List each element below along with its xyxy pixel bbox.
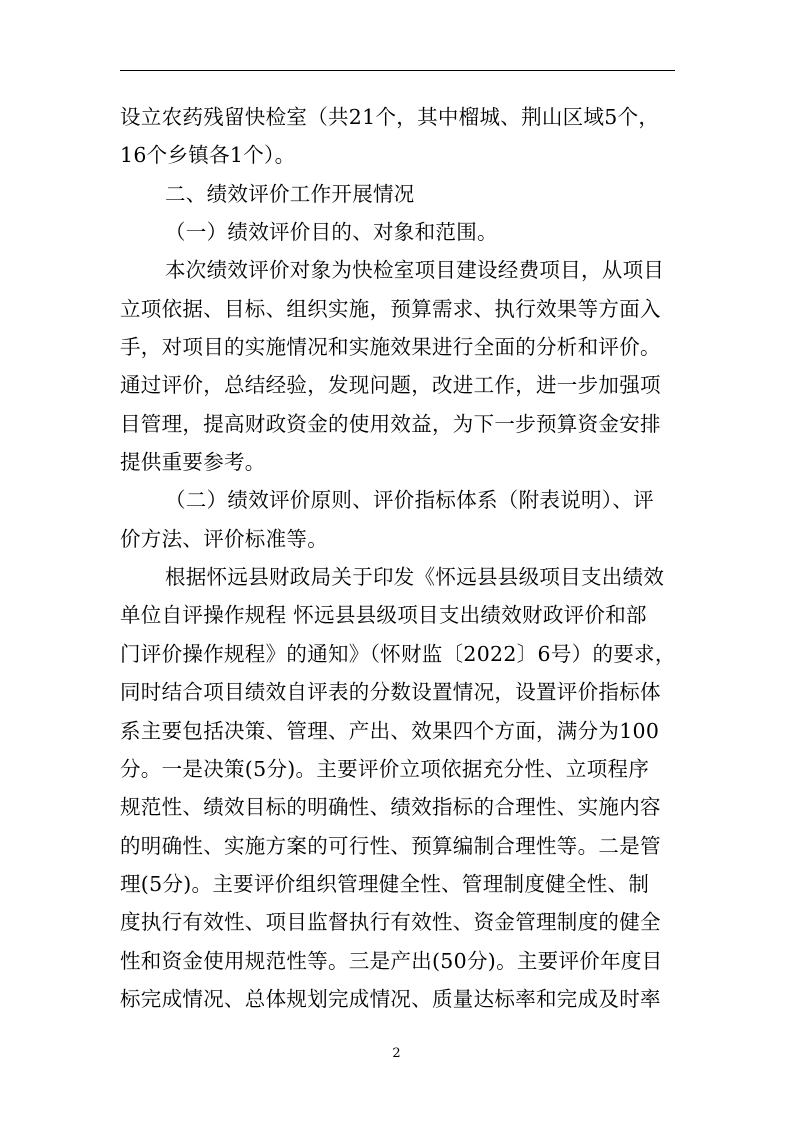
paragraph-line: 分。一是决策(5分)。主要评价立项依据充分性、立项程序 bbox=[120, 756, 650, 781]
paragraph-line: 16个乡镇各1个）。 bbox=[120, 143, 296, 168]
paragraph-line: 本次绩效评价对象为快检室项目建设经费项目，从项目 bbox=[165, 258, 665, 283]
page-number: 2 bbox=[392, 1046, 401, 1061]
paragraph-line: 度执行有效性、项目监督执行有效性、资金管理制度的健全 bbox=[120, 910, 661, 935]
header-rule bbox=[120, 70, 675, 71]
paragraph-line: 同时结合项目绩效自评表的分数设置情况，设置评价指标体 bbox=[120, 680, 661, 705]
paragraph-line: 理(5分)。主要评价组织管理健全性、管理制度健全性、制 bbox=[120, 871, 650, 896]
paragraph-line: 目管理，提高财政资金的使用效益，为下一步预算资金安排 bbox=[120, 411, 661, 436]
subsection-heading: （一）绩效评价目的、对象和范围。 bbox=[165, 220, 498, 245]
paragraph-line: 性和资金使用规范性等。三是产出(50分)。主要评价年度目 bbox=[120, 948, 663, 973]
section-heading: 二、绩效评价工作开展情况 bbox=[165, 181, 415, 206]
paragraph-line: 手，对项目的实施情况和实施效果进行全面的分析和评价。 bbox=[120, 335, 661, 360]
paragraph-line: 系主要包括决策、管理、产出、效果四个方面，满分为100 bbox=[120, 718, 660, 743]
paragraph-line: 规范性、绩效目标的明确性、绩效指标的合理性、实施内容 bbox=[120, 795, 661, 820]
document-body bbox=[120, 98, 680, 1018]
subsection-heading: （二）绩效评价原则、评价指标体系（附表说明）、评 bbox=[165, 488, 654, 513]
paragraph-line: 设立农药残留快检室（共21个，其中榴城、荆山区域5个， bbox=[120, 105, 660, 129]
paragraph-line: 门评价操作规程》的通知》（怀财监〔2022〕6号）的要求， bbox=[120, 641, 676, 666]
paragraph-line: 根据怀远县财政局关于印发《怀远县县级项目支出绩效 bbox=[165, 565, 665, 590]
paragraph-line: 的明确性、实施方案的可行性、预算编制合理性等。二是管 bbox=[120, 833, 661, 858]
paragraph-line: 价方法、评价标准等。 bbox=[120, 526, 328, 551]
paragraph-line: 单位自评操作规程 怀远县县级项目支出绩效财政评价和部 bbox=[120, 603, 647, 628]
paragraph-line: 立项依据、目标、组织实施，预算需求、执行效果等方面入 bbox=[120, 296, 661, 321]
paragraph-line: 标完成情况、总体规划完成情况、质量达标率和完成及时率 bbox=[120, 986, 661, 1011]
paragraph-line: 提供重要参考。 bbox=[120, 450, 266, 475]
paragraph-line: 通过评价，总结经验，发现问题，改进工作，进一步加强项 bbox=[120, 373, 661, 398]
